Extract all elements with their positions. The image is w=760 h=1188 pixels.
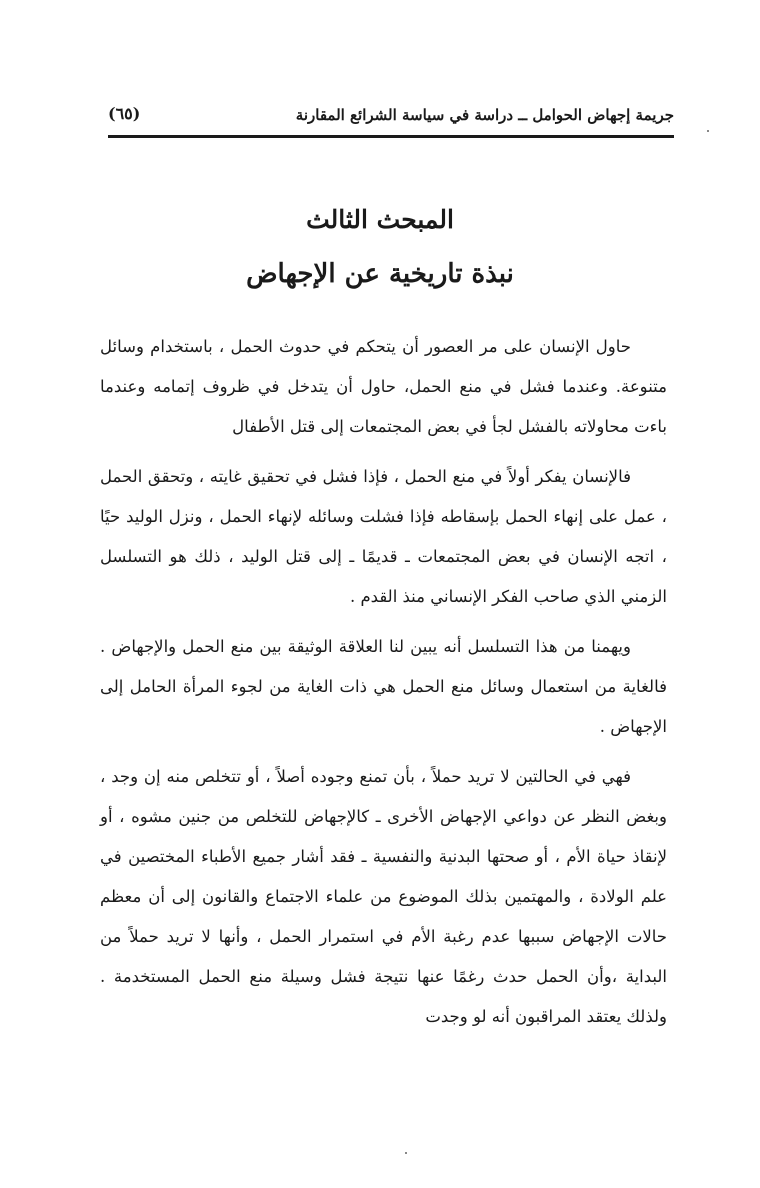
page-number: (٦٥) xyxy=(108,104,141,123)
section-subtitle: نبذة تاريخية عن الإجهاض xyxy=(246,259,514,289)
body-text xyxy=(100,327,667,1037)
running-header xyxy=(108,104,674,132)
paragraph: فهي في الحالتين لا تريد حملاً ، بأن تمنع وجوده أصلاً ، أو تتخلص منه إن وجد ، وبغض النظر عن دواعي الإجهاض الأخرى ـ كالإجهاض للتخلص من جنين مشوه ، أو لإنقاذ حياة الأم ، أو صحتها البدنية والنفسية ـ فقد أشار جميع الأطباء المختصين في علم الولادة ، والمهتمين بذلك الموضوع من علماء الاجتماع والقانون إلى أن معظم حالات الإجهاض سببها عدم رغبة الأم في استمرار الحمل ، وأنها لا تريد حملاً من البداية ،وأن الحمل حدث رغمًا عنها نتيجة فشل وسيلة منع الحمل المستخدمة . ولذلك يعتقد المراقبون أنه لو وجدت xyxy=(100,767,667,1026)
section-title: المبحث الثالث xyxy=(306,205,454,234)
paragraph: فالإنسان يفكر أولاً في منع الحمل ، فإذا فشل في تحقيق غايته ، وتحقق الحمل ، عمل على إنهاء الحمل بإسقاطه فإذا فشلت وسائله لإنهاء الحمل ، ونزل الوليد حيًا ، اتجه الإنسان في بعض المجتمعات ـ قديمًا ـ إلى قتل الوليد ، ذلك هو التسلسل الزمني الذي صاحب الفكر الإنساني منذ القدم . xyxy=(100,467,667,606)
paragraph: ويهمنا من هذا التسلسل أنه يبين لنا العلاقة الوثيقة بين منع الحمل والإجهاض . فالغاية من استعمال وسائل منع الحمل هي ذات الغاية من لجوء المرأة الحامل إلى الإجهاض . xyxy=(100,637,667,736)
scan-speck xyxy=(707,130,709,132)
paragraph: حاول الإنسان على مر العصور أن يتحكم في حدوث الحمل ، باستخدام وسائل متنوعة. وعندما فشل في منع الحمل، حاول أن يتدخل في ظروف إتمامه وعندما باءت محاولاته بالفشل لجأ في بعض المجتمعات إلى قتل الأطفال xyxy=(100,337,667,436)
running-title: جريمة إجهاض الحوامل ــ دراسة في سياسة الشرائع المقارنة xyxy=(295,106,674,124)
header-rule xyxy=(108,135,674,138)
scan-speck xyxy=(405,1152,407,1154)
